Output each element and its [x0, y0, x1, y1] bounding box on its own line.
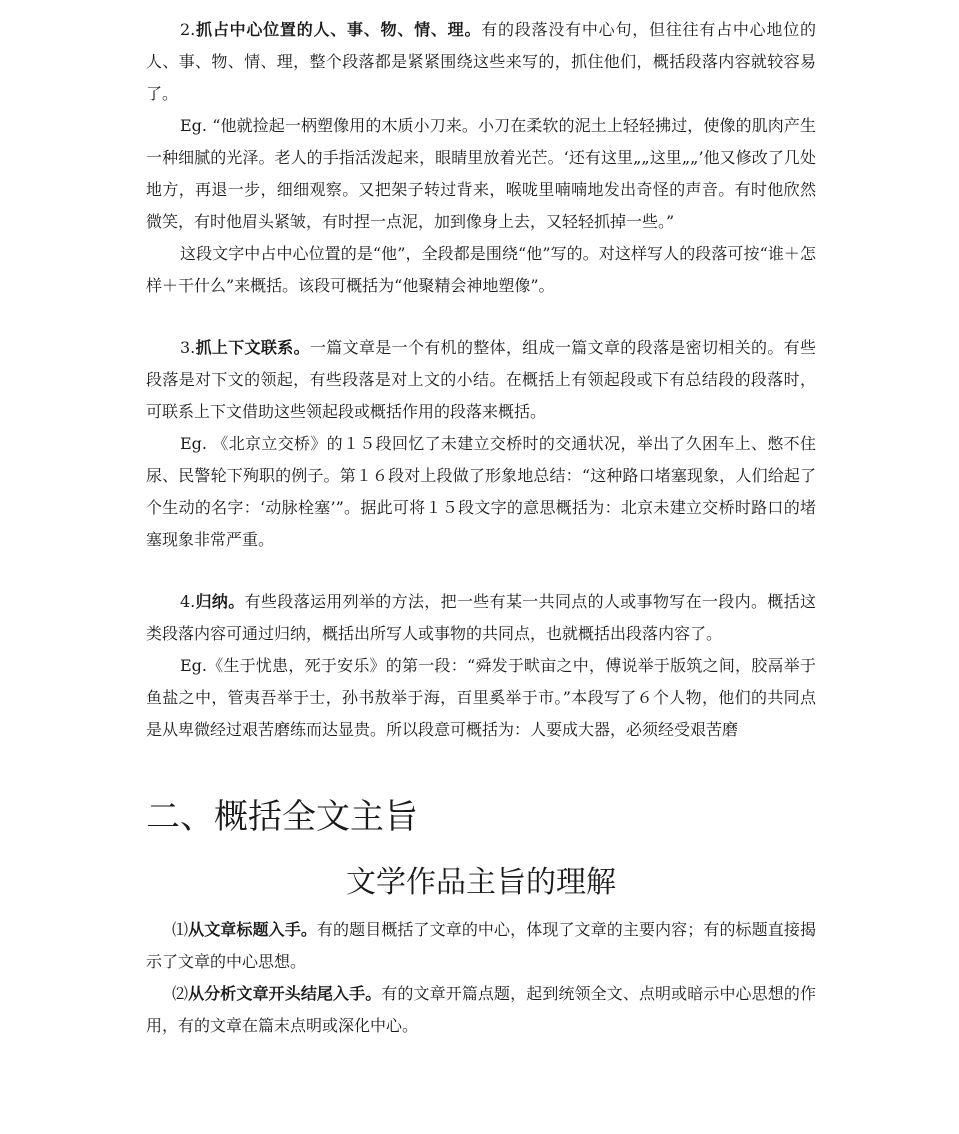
- document-page: [146, 14, 816, 1042]
- section-4-number: 4.: [180, 592, 196, 611]
- item-2-number: ⑵: [172, 984, 189, 1003]
- section-4-heading: 归纳。: [195, 592, 245, 611]
- chapter-title: 二、概括全文主旨: [146, 797, 418, 837]
- spacer: [146, 302, 816, 332]
- section-3-paragraph: [146, 332, 816, 428]
- item-2-heading: 从分析文章开头结尾入手。: [188, 984, 382, 1003]
- section-4-example: Eg.《生于忧患，死于安乐》的第一段：“舜发于畎亩之中，傅说举于版筑之间，胶鬲举于鱼盐之中，管夷吾举于士，孙书敖举于海，百里奚举于市。”本段写了６个人物，他们的共同点是从卑微经过艰苦磨练而达显贵。所以段意可概括为：人要成大器，必须经受艰苦磨: [146, 656, 816, 739]
- item-1-body: 有的题目概括了文章的中心，体现了文章的主要内容；有的标题直接揭示了文章的中心思想。: [146, 920, 816, 971]
- section-3-body: 一篇文章是一个有机的整体，组成一篇文章的段落是密切相关的。有些段落是对下文的领起，有些段落是对上文的小结。在概括上有领起段或下有总结段的段落时，可联系上下文借助这些领起段或概括作用的段落来概括。: [146, 338, 816, 421]
- section-3-example: Eg. 《北京立交桥》的１５段回忆了未建立交桥时的交通状况，举出了久困车上、憋不住尿、民警轮下殉职的例子。第１６段对上段做了形象地总结：“这种路口堵塞现象，人们给起了个生动的名字：‘动脉栓塞’”。据此可将１５段文字的意思概括为：北京未建立交桥时路口的堵塞现象非常严重。: [146, 434, 816, 549]
- section-2-heading: 抓占中心位置的人、事、物、情、理。: [195, 20, 482, 39]
- section-2-analysis: 这段文字中占中心位置的是“他”，全段都是围绕“他”写的。对这样写人的段落可按“谁＋怎样＋干什么”来概括。该段可概括为“他聚精会神地塑像”。: [146, 244, 816, 295]
- item-2-paragraph: [146, 978, 816, 1042]
- section-3-number: 3.: [180, 338, 196, 357]
- spacer: [146, 746, 816, 788]
- section-2-example: Eg. “他就捡起一柄塑像用的木质小刀来。小刀在柔软的泥土上轻轻拂过，使像的肌肉产生一种细腻的光泽。老人的手指活泼起来，眼睛里放着光芒。‘还有这里„„这里„„’他又修改了几处地方，再退一步，细细观察。又把架子转过背来，喉咙里喃喃地发出奇怪的声音。有时他欣然微笑，有时他眉头紧皱，有时捏一点泥，加到像身上去，又轻轻抓掉一些。”: [146, 116, 816, 231]
- spacer: [146, 556, 816, 586]
- item-2-body: 有的文章开篇点题，起到统领全文、点明或暗示中心思想的作用，有的文章在篇末点明或深化中心。: [146, 984, 816, 1035]
- section-3-heading: 抓上下文联系。: [195, 338, 310, 357]
- section-2-body: 有的段落没有中心句，但往往有占中心地位的人、事、物、情、理，整个段落都是紧紧围绕这些来写的，抓住他们，概括段落内容就较容易了。: [146, 20, 816, 103]
- item-1-number: ⑴: [172, 920, 189, 939]
- section-4-body: 有些段落运用列举的方法，把一些有某一共同点的人或事物写在一段内。概括这类段落内容可通过归纳，概括出所写人或事物的共同点，也就概括出段落内容了。: [146, 592, 816, 643]
- section-2-paragraph: [146, 14, 816, 110]
- chapter-subtitle: 文学作品主旨的理解: [346, 865, 616, 900]
- section-2-number: 2.: [180, 20, 196, 39]
- item-1-paragraph: [146, 914, 816, 978]
- item-1-heading: 从文章标题入手。: [188, 920, 317, 939]
- section-4-paragraph: [146, 586, 816, 650]
